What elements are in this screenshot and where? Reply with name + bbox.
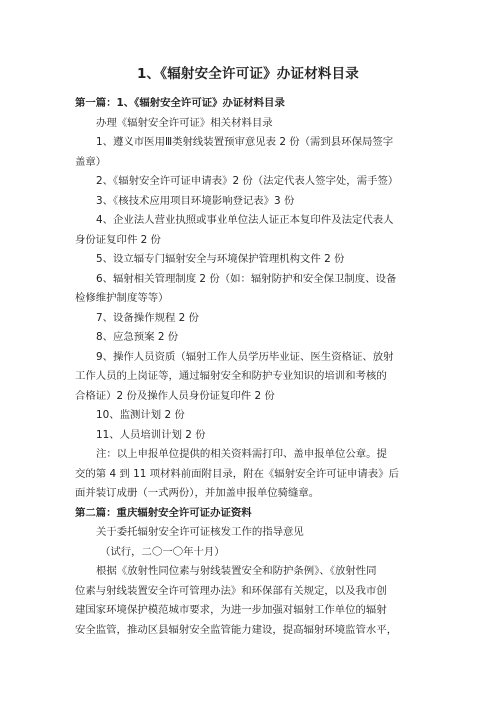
text-line: 检修维护制度等等） bbox=[75, 292, 169, 304]
text-line: 工作人员的上岗证等，通过辐射安全和防护专业知识的培训和考核的 bbox=[75, 370, 387, 382]
text-line: 3、《核技术应用项目环境影响登记表》3 份 bbox=[96, 194, 295, 207]
text-line: 4、企业法人营业执照或事业单位法人证正本复印件及法定代表人 bbox=[96, 214, 394, 226]
text-line: 建国家环境保护模范城市要求，为进一步加强对辐射工作单位的辐射 bbox=[75, 604, 387, 616]
text-line: 注：以上申报单位提供的相关资料需打印、盖申报单位公章。提 bbox=[96, 448, 387, 460]
document-title: 1、《辐射安全许可证》办证材料目录 bbox=[136, 66, 360, 82]
text-line: 关于委托辐射安全许可证核发工作的指导意见 bbox=[96, 526, 304, 538]
section-heading: 第一篇：1、《辐射安全许可证》办证材料目录 bbox=[75, 97, 285, 109]
text-line: 8、应急预案 2 份 bbox=[96, 331, 179, 343]
text-line: 10、监测计划 2 份 bbox=[96, 409, 185, 421]
text-line: 根据《放射性同位素与射线装置安全和防护条例》、《放射性同 bbox=[96, 565, 377, 577]
text-line: 1、遵义市医用Ⅲ类射线装置预审意见表 2 份（需到县环保局签字 bbox=[96, 136, 394, 148]
text-line: 办理《辐射安全许可证》相关材料目录 bbox=[96, 116, 273, 129]
text-line: 6、辐射相关管理制度 2 份（如：辐射防护和安全保卫制度、设备 bbox=[96, 272, 397, 285]
text-line: 11、人员培训计划 2 份 bbox=[96, 428, 206, 441]
document-body bbox=[75, 94, 435, 640]
text-line: 盖章） bbox=[75, 155, 107, 168]
text-line: 7、设备操作规程 2 份 bbox=[96, 311, 199, 324]
text-line: （试行，二〇一〇年十月） bbox=[100, 545, 225, 558]
text-line: 身份证复印件 2 份 bbox=[75, 233, 161, 246]
section-heading: 第二篇：重庆辐射安全许可证办证资料 bbox=[75, 506, 252, 519]
text-line: 位素与射线装置安全许可管理办法》和环保部有关规定，以及我市创 bbox=[75, 584, 387, 597]
text-line: 面并装订成册（一式两份），并加盖申报单位骑缝章。 bbox=[75, 487, 320, 499]
text-line: 合格证）2 份及操作人员身份证复印件 2 份 bbox=[75, 389, 275, 402]
text-line: 交的第 4 到 11 项材料前面附目录，附在《辐射安全许可证申请表》后 bbox=[75, 467, 399, 480]
text-line: 安全监管，推动区县辐射安全监管能力建设，提高辐射环境监管水平， bbox=[75, 623, 398, 636]
text-line: 5、设立辐专门辐射安全与环境保护管理机构文件 2 份 bbox=[96, 253, 345, 265]
text-line: 2、《辐射安全许可证申请表》2 份（法定代表人签字处，需手签） bbox=[96, 175, 399, 187]
text-line: 9、操作人员资质（辐射工作人员学历毕业证、医生资格证、放射 bbox=[96, 350, 394, 363]
